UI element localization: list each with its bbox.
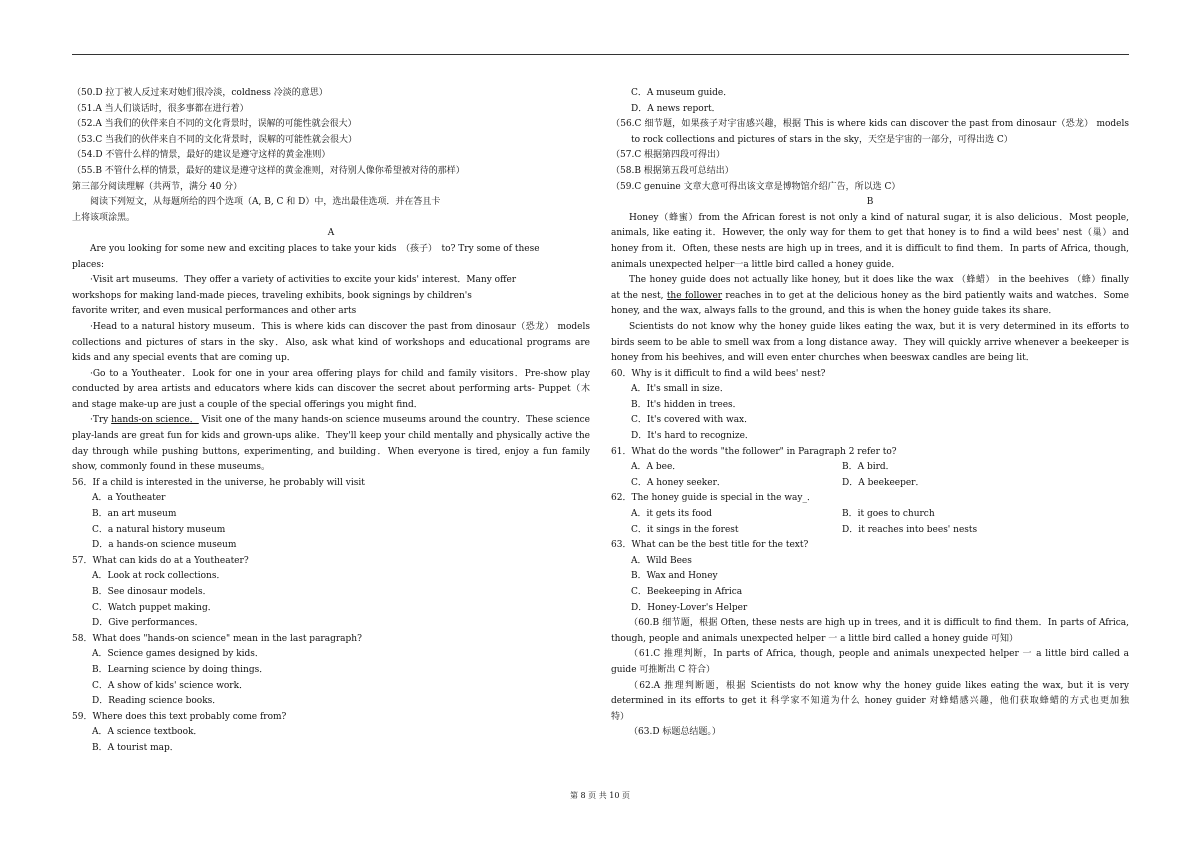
question-option: D．It's hard to recognize． [631, 431, 754, 442]
answer-explanation: （63.D 标题总结题。） [629, 727, 721, 738]
page-footer: 第 8 页 共 10 页 [570, 791, 630, 800]
passage-line: Honey（蜂蜜）from the African forest is not only a kind of natural sugar, it is also delicious．Most people, [629, 212, 1129, 223]
passage-line: honey, and the wax, always falls to the ground, and this is when the honey guide takes its share． [611, 306, 1058, 317]
underlined-phrase: hands-on science． [111, 415, 199, 426]
answer-key-line: （59.C genuine 文章大意可得出该文章是博物馆介绍广告，所以选 C） [611, 181, 901, 192]
question-option: C．A honey seeker． [631, 477, 726, 488]
option-row [611, 476, 1129, 492]
answer-key-line: （57.C 根据第四段可得出） [611, 150, 726, 161]
question-stem: 63．What can be the best title for the text? [611, 540, 809, 551]
passage-line: workshops for making land-made pieces, traveling exhibits, book signings by children's [72, 290, 472, 301]
passage-label-a: A [327, 228, 335, 239]
answer-explanation: guide 可推断出 C 符合） [611, 664, 715, 675]
questions-a [72, 476, 590, 757]
passage-line: birds seem to be able to smell wax from a long distance away．They will quickly arrive whenever a beekeeper is [611, 337, 1129, 348]
passage-line: animals, like eating it．However, the only way for them to get that honey is to find a wild bees' nest（巢）and [611, 228, 1129, 239]
question-stem: 62．The honey guide is special in the way_． [611, 493, 816, 504]
question-option: A．Science games designed by kids． [92, 649, 264, 660]
passage-label-b: B [866, 197, 874, 208]
answer-key-line: （53.C 当我们的伙伴来自不同的文化背景时，误解的可能性就会很大） [72, 134, 358, 145]
underlined-phrase: the follower [666, 290, 723, 301]
passage-line: play-lands are great fun for kids and grown-ups alike．They'll keep your child mentally and physically active the [72, 431, 590, 442]
question-option: A．it gets its food [631, 509, 712, 520]
passage-line: show, commonly found in these museums。 [72, 462, 271, 473]
passage-line: day through while pushing buttons, experimenting, and building．When everyone is tired, enjoy a fun family [72, 446, 590, 457]
question-option: B．it goes to church [842, 509, 935, 520]
answer-key-line: （56.C 细节题，如果孩子对宇宙感兴趣，根据 This is where kids can discover the past from dinosaur（恐龙） models [611, 119, 1129, 130]
question-option: D．A beekeeper． [842, 477, 925, 488]
question-option: C．It's covered with wax． [631, 415, 754, 426]
passage-line: Scientists do not know why the honey guide likes eating the wax, but it is very determined in its efforts to [629, 321, 1129, 332]
question-stem: 59．Where does this text probably come from? [72, 711, 287, 722]
passage-line: honey from his beehives, and will even enter churches when beeswax candles are being lit． [611, 353, 1035, 364]
passage-line: Are you looking for some new and exciting places to take your kids （孩子） to? Try some of these [90, 243, 540, 254]
question-option: C．A museum guide． [631, 88, 733, 98]
question-stem: 57．What can kids do at a Youtheater? [72, 555, 249, 566]
left-column [72, 86, 590, 757]
option-row [611, 523, 1129, 539]
answer-key-line: （51.A 当人们谈话时，很多事都在进行着） [72, 103, 249, 114]
passage-line: kids and any special events that are coming up． [72, 353, 296, 364]
passage-line: at the nest, the follower reaches in to get at the delicious honey as the bird patiently waits and watches．Some [611, 290, 1129, 301]
question-option: B．Wax and Honey [631, 571, 718, 582]
answer-explanation: （62.A 推理判断题，根据 Scientists do not know why the honey guide likes eating the wax, but it is very [629, 680, 1129, 691]
answer-explanation: determined in its efforts to get it 科学家不知道为什么 honey guider 对蜂蜡感兴趣，他们获取蜂蜡的方式也更加独 [611, 696, 1129, 707]
question-option: D．Reading science books． [92, 696, 222, 707]
passage-line: ·Try hands-on science． Visit one of the many hands-on science museums around the country．These science [90, 415, 590, 426]
question-stem: 60．Why is it difficult to find a wild bees' nest? [611, 368, 826, 379]
question-option: D．A news report． [631, 103, 721, 114]
question-option: C．it sings in the forest [631, 524, 739, 535]
question-option: B．It's hidden in trees． [631, 399, 742, 410]
answer-explanation: though, people and animals unexpected helper 一 a little bird called a honey guide 可知） [611, 633, 1018, 644]
question-option: C．Beekeeping in Africa [631, 587, 743, 597]
passage-line: places: [72, 259, 105, 270]
answer-key-line: （52.A 当我们的伙伴来自不同的文化背景时，误解的可能性就会很大） [72, 119, 357, 130]
option-row [611, 507, 1129, 523]
passage-line: ·Visit art museums．They offer a variety of activities to excite your kids' interest．Many offer [90, 275, 517, 286]
answer-explanation: （60.B 细节题，根据 Often, these nests are high up in trees, and it is difficult to find them．In parts of Africa, [629, 618, 1129, 629]
passage-line: collections and pictures of stars in the sky．Also, ask what kind of workshops and educational programs are [72, 337, 590, 348]
answer-key-line: （50.D 拉丁被人反过来对她们很冷淡，coldness 冷淡的意思） [72, 88, 328, 98]
question-option: A．Wild Bees [631, 555, 692, 566]
question-stem: 61．What do the words "the follower" in Paragraph 2 refer to? [611, 446, 897, 457]
passage-line: ·Head to a natural history museum．This is where kids can discover the past from dinosaur（恐龙） models [90, 321, 590, 332]
header-rule [72, 54, 1129, 55]
passage-line: favorite writer, and even musical performances and other arts [72, 306, 357, 317]
question-stem: 56．If a child is interested in the universe, he probably will visit [72, 477, 365, 488]
question-option: D．a hands-on science museum [92, 540, 237, 551]
question-option: D．Give performances． [92, 618, 204, 629]
option-row [611, 460, 1129, 476]
question-option: B．A bird． [842, 462, 895, 473]
answer-key-line: （55.B 不管什么样的情景，最好的建议是遵守这样的黄金准则，对待别人像你希望被对待的那样） [72, 165, 465, 176]
question-option: B．Learning science by doing things． [92, 664, 269, 675]
passage-line: honey from it．Often, these nests are high up in trees, and it is difficult to find them．In parts of Africa, though, [611, 243, 1129, 254]
question-option: C．A show of kids' science work． [92, 680, 249, 691]
answer-explanation: （61.C 推理判断，In parts of Africa, though, people and animals unexpected helper 一 a little bird called a [629, 649, 1129, 660]
question-option: A．a Youtheater [92, 493, 166, 504]
answer-key-line: to rock collections and pictures of stars in the sky，天空是宇宙的一部分，可得出选 C） [631, 134, 1013, 145]
question-stem: 58．What does "hands-on science" mean in the last paragraph? [72, 633, 362, 644]
question-option: D．it reaches into bees' nests [842, 524, 978, 535]
passage-line: conducted by area artists and educators where kids can discover the secret about performing arts- Puppet（木 [72, 384, 590, 395]
question-option: C．a natural history museum [92, 524, 226, 535]
passage-line: ·Go to a Youtheater．Look for one in your area offering plays for child and family visitors．Pre-show play [90, 368, 590, 379]
passage-line: The honey guide does not actually like honey, but it does like the wax （蜂蜡） in the beehives （蜂）finally [629, 275, 1129, 286]
passage-a [72, 242, 590, 414]
passage-line: and stage make-up are just a couple of the special offerings you might find． [72, 399, 423, 410]
answer-key-line: （58.B 根据第五段可总结出） [611, 165, 734, 176]
question-option: D．Honey-Lover's Helper [631, 602, 748, 613]
instructions-line: 阅读下列短文，从每题所给的四个选项（A, B, C 和 D）中，选出最佳选项．并在答且卡 [90, 197, 441, 208]
answer-explanation: 特） [611, 711, 630, 722]
answer-key-line: （54.D 不管什么样的情景，最好的建议是遵守这样的黄金准则） [72, 150, 331, 161]
question-option: A．Look at rock collections． [92, 571, 226, 582]
question-option: B．an art museum [92, 509, 177, 520]
right-column [611, 86, 1129, 741]
question-option: B．A tourist map． [92, 742, 179, 753]
instructions-line: 上将该项涂黑。 [72, 212, 136, 223]
question-option: A．It's small in size． [631, 384, 729, 395]
section-title: 第三部分阅读理解（共两节，满分 40 分） [72, 181, 243, 192]
question-option: B．See dinosaur models． [92, 587, 212, 597]
passage-line: animals unexpected helper一a little bird called a honey guide． [611, 259, 901, 270]
question-option: A．A bee． [631, 462, 682, 473]
question-option: A．A science textbook． [92, 727, 203, 738]
question-option: C．Watch puppet making． [92, 602, 217, 613]
